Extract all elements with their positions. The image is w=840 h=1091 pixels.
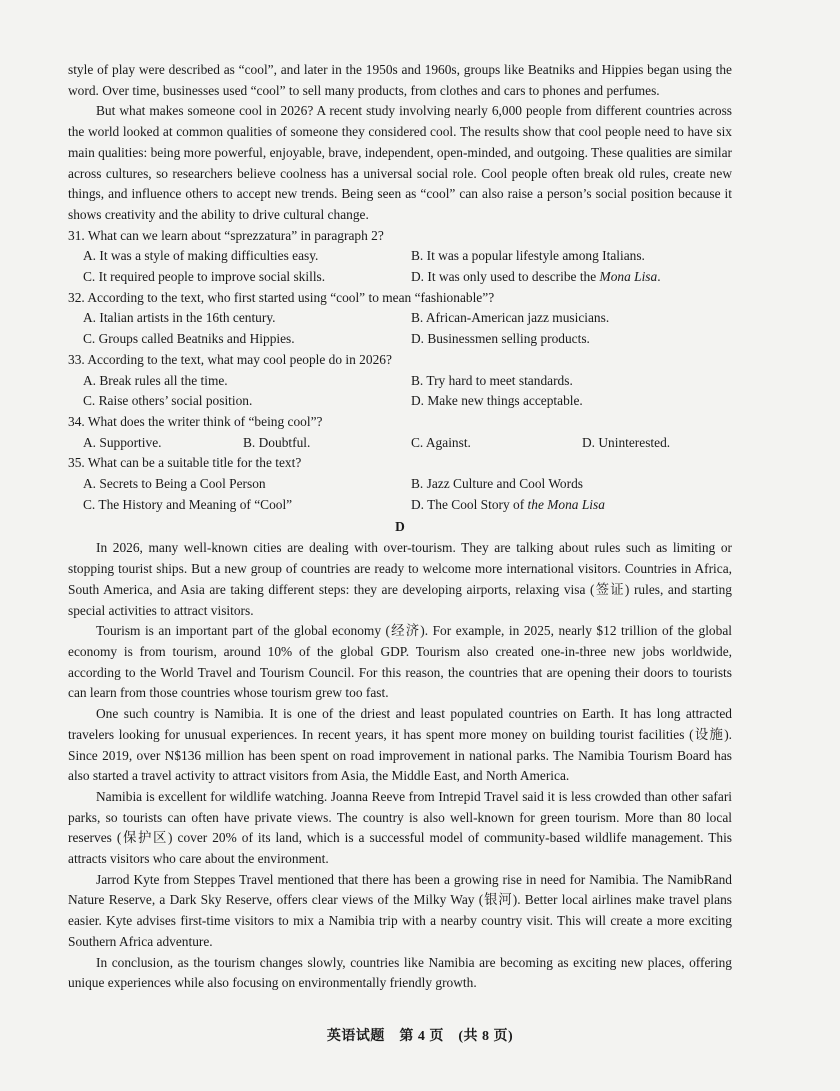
- paragraph: In conclusion, as the tourism changes slowly, countries like Namibia are becoming as exciting new places, offering unique experiences while also focusing on environmentally friendly growth.: [68, 954, 732, 991]
- question-35-options: [68, 474, 732, 515]
- paragraph: In 2026, many well-known cities are dealing with over-tourism. They are talking about rules such as limiting or stopping tourist ships. But a new group of countries are ready to welcome more international visitors. Countries in Africa, South America, and Asia are taking different steps: they are developing airports, relaxing visa (签证) rules, and starting special activities to attract visitors.: [68, 540, 732, 618]
- option-c: C. The History and Meaning of “Cool”: [83, 496, 293, 512]
- paragraph: style of play were described as “cool”, and later in the 1950s and 1960s, groups like Beatniks and Hippies began using the word. Over time, businesses used “cool” to sell many products, from clothes and cars to phones and perfumes.: [68, 62, 732, 98]
- option-c: C. Groups called Beatniks and Hippies.: [83, 331, 295, 347]
- option-a: A. Break rules all the time.: [83, 372, 228, 388]
- option-a: A. Supportive.: [83, 434, 162, 450]
- question-31-options: [68, 246, 732, 287]
- question-31-stem: 31. What can we learn about “sprezzatura” in paragraph 2?: [68, 227, 384, 243]
- paragraph: Jarrod Kyte from Steppes Travel mentioned that there has been a growing rise in need for Namibia. The NamibRand Nature Reserve, a Dark Sky Reserve, offers clear views of the Milky Way (银河). Better local airlines make travel plans easier. Kyte advises first-time visitors to mix a Namibia trip with a nearby country visit. This will create a more exciting Southern Africa adventure.: [68, 871, 732, 949]
- question-34-stem: 34. What does the writer think of “being cool”?: [68, 413, 323, 429]
- paragraph: Tourism is an important part of the global economy (经济). For example, in 2025, nearly $12 trillion of the global economy is from tourism, around 10% of the global GDP. Tourism also created one-in-three new jobs worldwide, according to the World Travel and Tourism Council. For this reason, the countries that are opening their doors to tourists can learn from those countries whose tourism grew too fast.: [68, 623, 732, 701]
- option-d: D. Businessmen selling products.: [411, 331, 590, 347]
- option-a: A. Italian artists in the 16th century.: [83, 310, 276, 326]
- paragraph: Namibia is excellent for wildlife watching. Joanna Reeve from Intrepid Travel said it is less crowded than other safari parks, so tourists can often have private views. The country is also well-known for green tourism. More than 80 local reserves (保护区) cover 20% of its land, which is a successful model of community-based wildlife management. This attracts visitors who care about the environment.: [68, 788, 732, 867]
- option-a: A. It was a style of making difficulties easy.: [83, 248, 319, 264]
- option-c: C. Against.: [411, 434, 471, 450]
- question-33-stem: 33. According to the text, what may cool people do in 2026?: [68, 351, 392, 367]
- option-d: D. Uninterested.: [582, 434, 671, 450]
- option-b: B. It was a popular lifestyle among Italians.: [411, 248, 645, 264]
- question-34-options: [68, 433, 732, 454]
- paragraph: One such country is Namibia. It is one of the driest and least populated countries on Earth. It has long attracted travelers looking for unusual experiences. In recent years, it has spent more money on building tourist facilities (设施). Since 2019, over N$136 million has been spent on road improvement in national parks. The Namibia Tourism Board has also started a travel activity to attract visitors from Asia, the Middle East, and North America.: [68, 706, 732, 784]
- question-35-stem: 35. What can be a suitable title for the text?: [68, 455, 302, 471]
- option-b: B. African-American jazz musicians.: [411, 310, 610, 326]
- question-32-stem: 32. According to the text, who first started using “cool” to mean “fashionable”?: [68, 289, 495, 305]
- option-c: C. Raise others’ social position.: [83, 393, 253, 409]
- question-32-options: [68, 308, 732, 349]
- option-b: B. Jazz Culture and Cool Words: [411, 476, 583, 492]
- section-heading-d: D: [395, 519, 405, 535]
- option-d: D. The Cool Story of the Mona Lisa: [411, 496, 605, 512]
- paragraph: But what makes someone cool in 2026? A recent study involving nearly 6,000 people from different countries across the world looked at common qualities of someone they considered cool. The results show that cool people need to have six main qualities: being more powerful, enjoyable, brave, independent, open-minded, and outgoing. These qualities are similar across cultures, so researchers believe coolness has a universal social role. Cool people often break old rules, create new things, and influence others to accept new trends. Being seen as “cool” can also raise a person’s social position because it shows creativity and the ability to drive cultural change.: [68, 103, 732, 222]
- option-c: C. It required people to improve social skills.: [83, 269, 326, 285]
- option-a: A. Secrets to Being a Cool Person: [83, 476, 266, 492]
- question-33-options: [68, 371, 732, 412]
- option-d: D. Make new things acceptable.: [411, 393, 583, 409]
- page-footer: 英语试题 第 4 页 (共 8 页): [326, 1029, 514, 1044]
- option-b: B. Doubtful.: [243, 434, 311, 450]
- option-d: D. It was only used to describe the Mona Lisa.: [411, 269, 661, 285]
- option-b: B. Try hard to meet standards.: [411, 372, 573, 388]
